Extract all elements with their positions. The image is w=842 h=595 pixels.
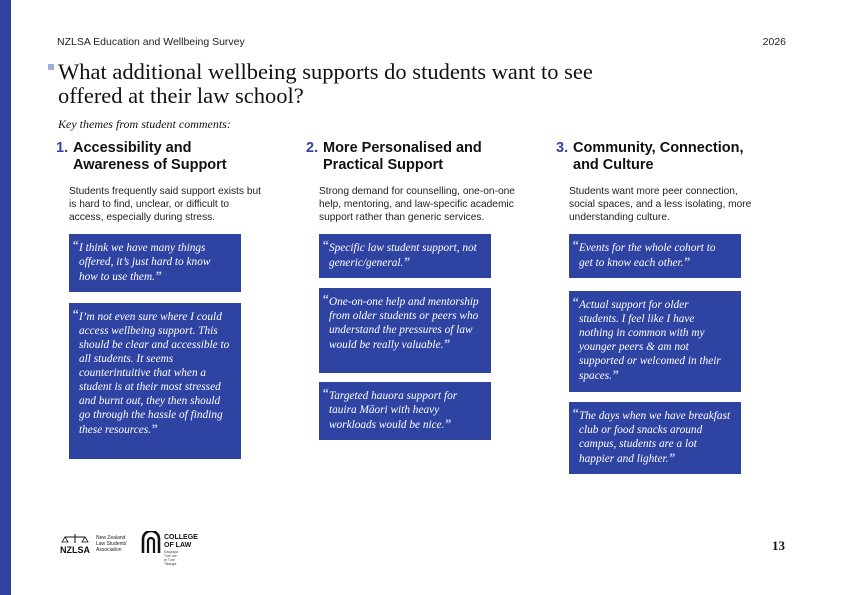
theme-number: 1. bbox=[56, 140, 69, 156]
theme-heading-text: Community, Connection, and Culture bbox=[573, 140, 744, 173]
close-quote-icon: ” bbox=[150, 421, 158, 436]
quote-card bbox=[569, 291, 741, 392]
quote-card bbox=[69, 303, 241, 459]
theme-heading bbox=[306, 140, 546, 174]
college-of-law-logo-icon bbox=[140, 531, 162, 555]
open-quote-icon: “ bbox=[572, 405, 579, 420]
theme-description: Students want more peer connection, social spaces, and a less isolating, more understanding culture. bbox=[569, 186, 752, 223]
close-quote-icon: ” bbox=[443, 336, 450, 351]
theme-number: 2. bbox=[306, 140, 319, 156]
close-quote-icon: ” bbox=[403, 254, 410, 269]
college-tagline: Kaupapa Ture me te Ture Tikanga bbox=[164, 550, 179, 566]
open-quote-icon: “ bbox=[72, 306, 79, 321]
quote-text: Targeted hauora support for tauira Māori with heavy workloads would be nice. bbox=[329, 390, 458, 431]
quote-text: I think we have many things offered, it’s just hard to know how to use them. bbox=[79, 242, 211, 283]
survey-name: NZLSA Education and Wellbeing Survey bbox=[57, 36, 245, 48]
quote-text: One-on-one help and mentorship from older students or peers who understand the pressures of law would be really valuable. bbox=[329, 296, 479, 351]
open-quote-icon: “ bbox=[322, 237, 329, 252]
theme-heading bbox=[56, 140, 296, 174]
open-quote-icon: “ bbox=[572, 294, 579, 309]
close-quote-icon: ” bbox=[611, 367, 619, 382]
open-quote-icon: “ bbox=[322, 291, 329, 306]
theme-heading bbox=[556, 140, 796, 174]
theme-heading-text: Accessibility and Awareness of Support bbox=[73, 140, 227, 173]
quote-card bbox=[69, 234, 241, 292]
nzlsa-logo-text: NZLSA bbox=[60, 545, 90, 555]
quote-text: Actual support for older students. I feel like I have nothing in common with my younger peers & am not supported or welcomed in their spaces. bbox=[579, 299, 721, 382]
title-accent-square bbox=[48, 64, 54, 70]
theme-number: 3. bbox=[556, 140, 569, 156]
theme-column-3 bbox=[556, 140, 796, 465]
quote-text: Events for the whole cohort to get to know each other. bbox=[579, 242, 716, 269]
college-name: COLLEGE OF LAW bbox=[164, 534, 198, 549]
page-title: What additional wellbeing supports do students want to see offered at their law school? bbox=[58, 59, 593, 108]
quote-text: Specific law student support, not generic/general. bbox=[329, 242, 477, 269]
close-quote-icon: ” bbox=[154, 268, 162, 283]
open-quote-icon: “ bbox=[572, 237, 579, 252]
theme-heading-text: More Personalised and Practical Support bbox=[323, 140, 482, 173]
quote-card bbox=[319, 234, 491, 278]
close-quote-icon: ” bbox=[668, 450, 675, 465]
theme-description: Strong demand for counselling, one-on-one help, mentoring, and law-specific academic support rather than generic services. bbox=[319, 186, 515, 223]
theme-description: Students frequently said support exists but is hard to find, unclear, or difficult to access, especially during stress. bbox=[69, 186, 261, 223]
nzlsa-logo-icon bbox=[58, 533, 92, 555]
left-accent-bar bbox=[0, 0, 11, 595]
nzlsa-name: New Zealand Law Students' Association bbox=[96, 535, 128, 553]
open-quote-icon: “ bbox=[72, 237, 79, 252]
quote-card bbox=[569, 402, 741, 474]
page-subtitle: Key themes from student comments: bbox=[58, 117, 231, 131]
theme-column-2 bbox=[306, 140, 546, 431]
page-number: 13 bbox=[772, 538, 785, 553]
theme-column-1 bbox=[56, 140, 296, 436]
survey-year: 2026 bbox=[762, 36, 786, 48]
open-quote-icon: “ bbox=[322, 385, 329, 400]
quote-card bbox=[569, 234, 741, 278]
quote-text: I’m not even sure where I could access wellbeing support. This should be clear and accessible to all students. It seems counterintuitive that when a student is at their most stressed and burnt out, they then should go through the hassle of finding these resources. bbox=[79, 311, 230, 436]
close-quote-icon: ” bbox=[683, 254, 690, 269]
quote-card bbox=[319, 382, 491, 440]
quote-card bbox=[319, 288, 491, 373]
close-quote-icon: ” bbox=[444, 416, 451, 431]
quote-text: The days when we have breakfast club or food snacks around campus, students are a lot happier and lighter. bbox=[579, 410, 731, 465]
